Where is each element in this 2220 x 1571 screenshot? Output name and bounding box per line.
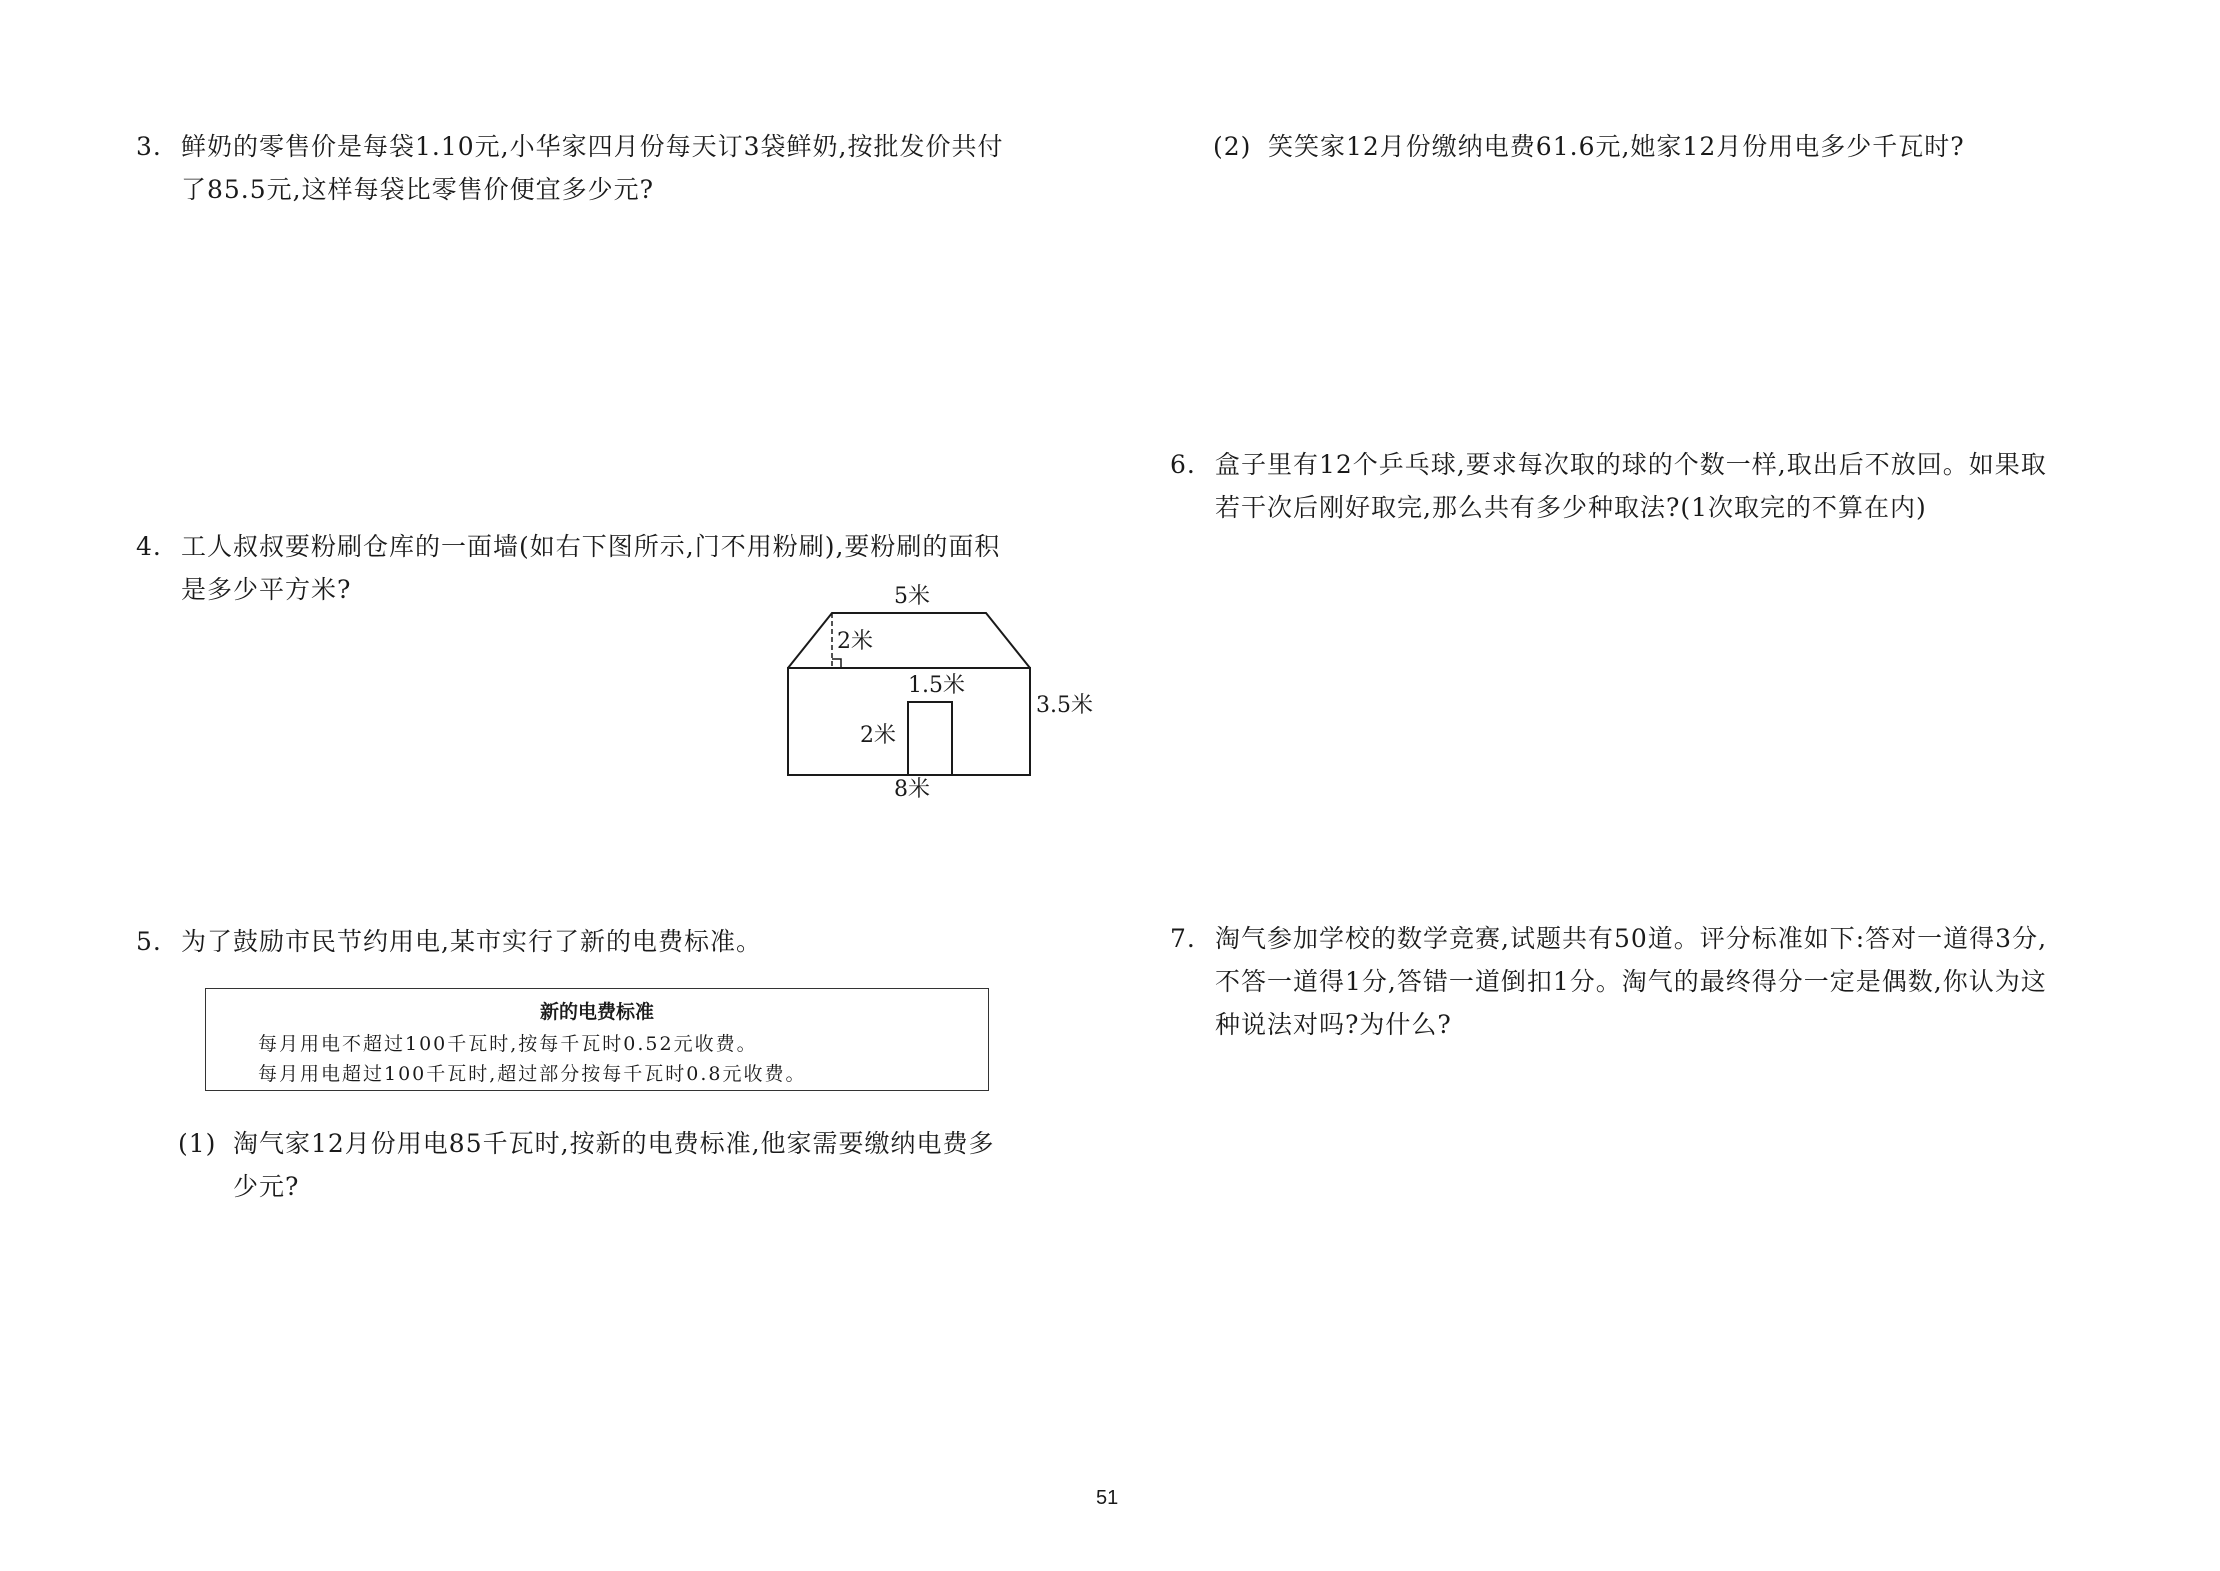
- question-7: [1170, 917, 2130, 1046]
- question-number: 5.: [136, 927, 162, 956]
- standard-title: 新的电费标准: [539, 1001, 654, 1023]
- label-roof-height: 2米: [837, 629, 873, 654]
- roof-outline: [788, 613, 1030, 668]
- warehouse-wall-diagram: [770, 575, 1093, 802]
- label-door-width: 1.5米: [908, 673, 965, 698]
- question-number: 4.: [136, 532, 162, 561]
- question-5: [136, 920, 1086, 963]
- question-3: [136, 125, 1086, 211]
- question-6: [1170, 443, 2130, 529]
- sub-question-number: (1): [178, 1129, 217, 1158]
- door-outline: [908, 702, 952, 775]
- electricity-standard-box: [205, 988, 989, 1091]
- question-number: 3.: [136, 132, 162, 161]
- label-bottom: 8米: [894, 777, 930, 802]
- sub-question-number: (2): [1213, 132, 1252, 161]
- question-5-sub-1: [178, 1122, 1078, 1208]
- sub-question-text: 笑笑家12月份缴纳电费61.6元,她家12月份用电多少千瓦时?: [1268, 132, 1965, 161]
- right-angle-mark: [832, 659, 841, 668]
- question-text: 盒子里有12个乒乓球,要求每次取的球的个数一样,取出后不放回。如果取 若干次后刚好取完,那么共有多少种取法?(1次取完的不算在内): [1215, 450, 2047, 522]
- label-wall-height: 3.5米: [1036, 693, 1093, 718]
- question-text: 为了鼓励市民节约用电,某市实行了新的电费标准。: [181, 927, 762, 956]
- question-text: 淘气参加学校的数学竞赛,试题共有50道。评分标准如下:答对一道得3分, 不答一道得1分,答错一道倒扣1分。淘气的最终得分一定是偶数,你认为这 种说法对吗?为什么?: [1215, 924, 2048, 1039]
- question-text: 鲜奶的零售价是每袋1.10元,小华家四月份每天订3袋鲜奶,按批发价共付 了85.5元,这样每袋比零售价便宜多少元?: [181, 132, 1004, 204]
- question-5-sub-2: [1213, 125, 2113, 168]
- page-number: 51: [1096, 1487, 1119, 1509]
- question-number: 7.: [1170, 924, 1196, 953]
- question-number: 6.: [1170, 450, 1196, 479]
- standard-rule-2: 每月用电超过100千瓦时,超过部分按每千瓦时0.8元收费。: [258, 1063, 807, 1085]
- question-text: 工人叔叔要粉刷仓库的一面墙(如右下图所示,门不用粉刷),要粉刷的面积 是多少平方米?: [181, 532, 1001, 604]
- standard-rule-1: 每月用电不超过100千瓦时,按每千瓦时0.52元收费。: [258, 1033, 758, 1055]
- label-door-height: 2米: [860, 723, 896, 748]
- label-top: 5米: [894, 584, 930, 609]
- sub-question-text: 淘气家12月份用电85千瓦时,按新的电费标准,他家需要缴纳电费多 少元?: [233, 1129, 995, 1201]
